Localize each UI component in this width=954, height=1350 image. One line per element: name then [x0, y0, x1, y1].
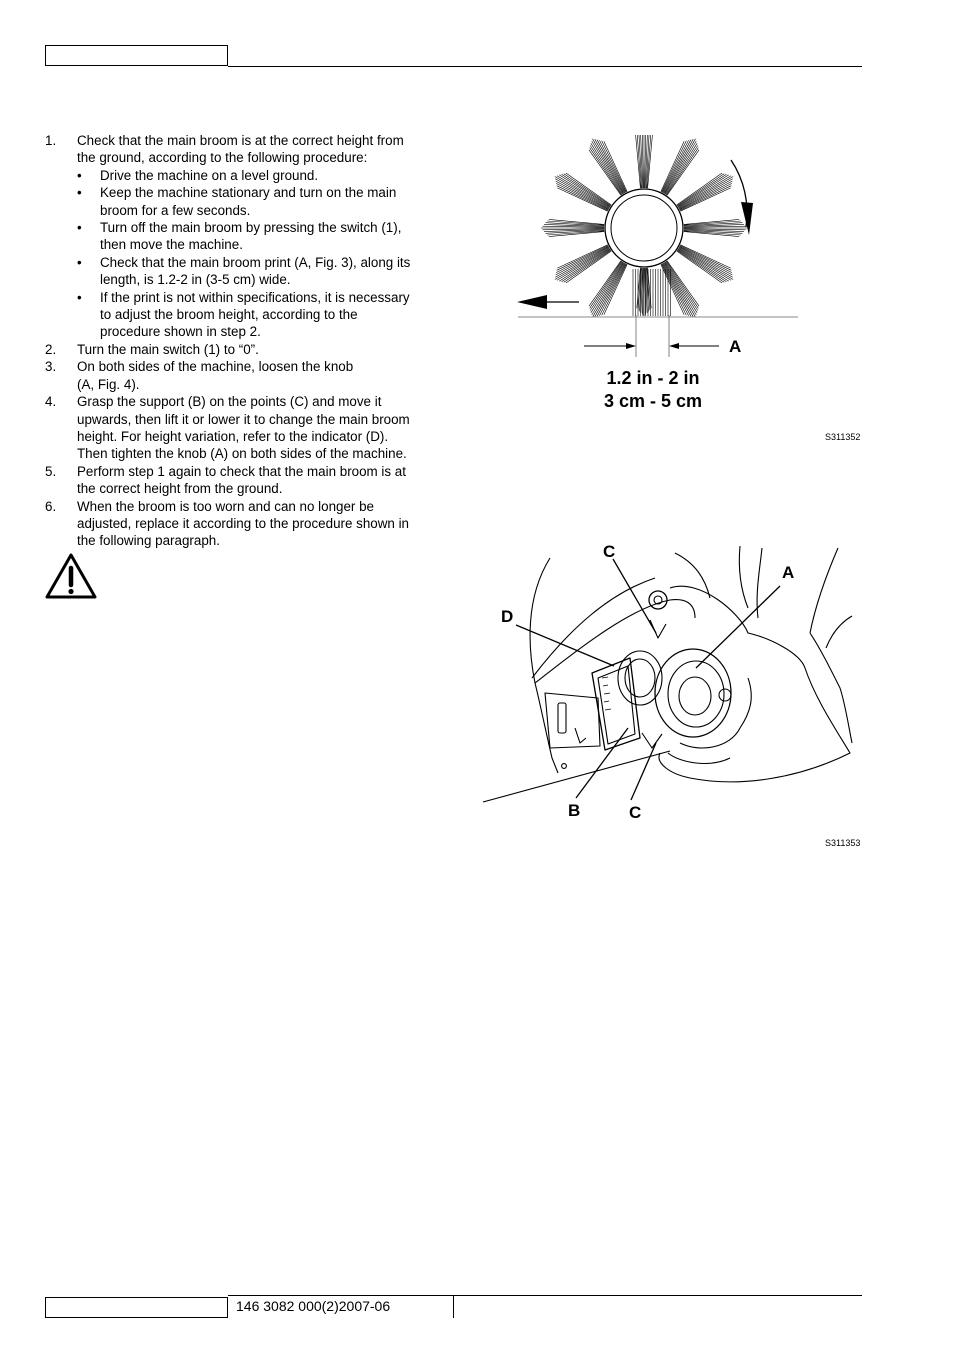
step-4 [45, 393, 445, 463]
step-text: the correct height from the ground. [77, 481, 283, 497]
bullet-text: then move the machine. [100, 237, 243, 253]
measure-inches: 1.2 in - 2 in [606, 368, 700, 388]
step-text: adjusted, replace it according to the procedure shown in [77, 515, 409, 531]
step-6 [45, 498, 445, 550]
bullet-item [77, 289, 445, 341]
step-text: Grasp the support (B) on the points (C) and move it [77, 394, 382, 410]
step-2 [45, 341, 445, 358]
bullet-item [77, 254, 445, 289]
label-c-top: C [603, 542, 616, 561]
step-number: 1. [45, 133, 57, 148]
bullet-text: Check that the main broom print (A, Fig. 3), along its [100, 254, 411, 270]
bullet-text: If the print is not within specifications, it is necessary [100, 289, 410, 305]
step-number: 6. [45, 498, 57, 514]
step-5 [45, 463, 445, 498]
document-code: 146 3082 000(2)2007-06 [236, 1298, 391, 1314]
bullet-text: Keep the machine stationary and turn on the main [100, 185, 397, 201]
label-a: A [729, 337, 742, 356]
label-c-bottom: C [629, 803, 642, 822]
step-1 [45, 132, 445, 341]
print-width-dimension [584, 343, 719, 349]
step-text: height. For height variation, refer to the indicator (D). [77, 428, 389, 444]
step-text: Then tighten the knob (A) on both sides of the machine. [77, 446, 407, 462]
label-d: D [501, 607, 514, 626]
step-text: the ground, according to the following procedure: [77, 150, 368, 166]
figure-height-adjustment [480, 538, 860, 828]
bullet-list [77, 167, 445, 341]
bullet-symbol: • [77, 289, 82, 305]
direction-arrow [517, 295, 579, 309]
bullet-text: broom for a few seconds. [100, 202, 251, 218]
step-text: Check that the main broom is at the correct height from [77, 133, 404, 148]
header-box [45, 45, 228, 66]
figure-code: S311353 [825, 838, 861, 848]
bullet-symbol: • [77, 167, 82, 183]
label-a: A [782, 563, 795, 582]
footer-box [45, 1297, 228, 1318]
step-text: Perform step 1 again to check that the main broom is at [77, 463, 406, 479]
footer-rule [228, 1295, 862, 1296]
leader-lines [516, 559, 780, 800]
bullet-symbol: • [77, 220, 82, 236]
header-rule [228, 66, 862, 67]
footer-separator [453, 1296, 454, 1318]
step-number: 4. [45, 394, 57, 410]
bullet-text: procedure shown in step 2. [100, 324, 261, 340]
figure-broom-print [505, 135, 815, 420]
step-3 [45, 358, 445, 393]
bullet-item [77, 219, 445, 254]
bullet-item [77, 184, 445, 219]
figure-code: S311352 [825, 432, 861, 442]
bullet-text: to adjust the broom height, according to the [100, 307, 358, 323]
bullet-text: Turn off the main broom by pressing the switch (1), [100, 220, 402, 236]
step-text: Turn the main switch (1) to “0”. [77, 341, 259, 357]
step-text: upwards, then lift it or lower it to change the main broom [77, 411, 410, 427]
step-number: 3. [45, 359, 57, 375]
bullet-symbol: • [77, 185, 82, 201]
bullet-item [77, 167, 445, 184]
step-number: 5. [45, 463, 57, 479]
procedure-list [45, 132, 445, 550]
step-text: On both sides of the machine, loosen the knob [77, 359, 354, 375]
label-b: B [568, 801, 581, 820]
warning-icon [44, 552, 98, 605]
bullet-symbol: • [77, 254, 82, 270]
bullet-text: Drive the machine on a level ground. [100, 167, 319, 183]
step-text: the following paragraph. [77, 533, 220, 549]
measure-centimeters: 3 cm - 5 cm [603, 391, 703, 411]
step-text: When the broom is too worn and can no longer be [77, 498, 375, 514]
step-text: (A, Fig. 4). [77, 376, 140, 392]
bullet-text: length, is 1.2-2 in (3-5 cm) wide. [100, 272, 291, 288]
step-number: 2. [45, 341, 57, 357]
